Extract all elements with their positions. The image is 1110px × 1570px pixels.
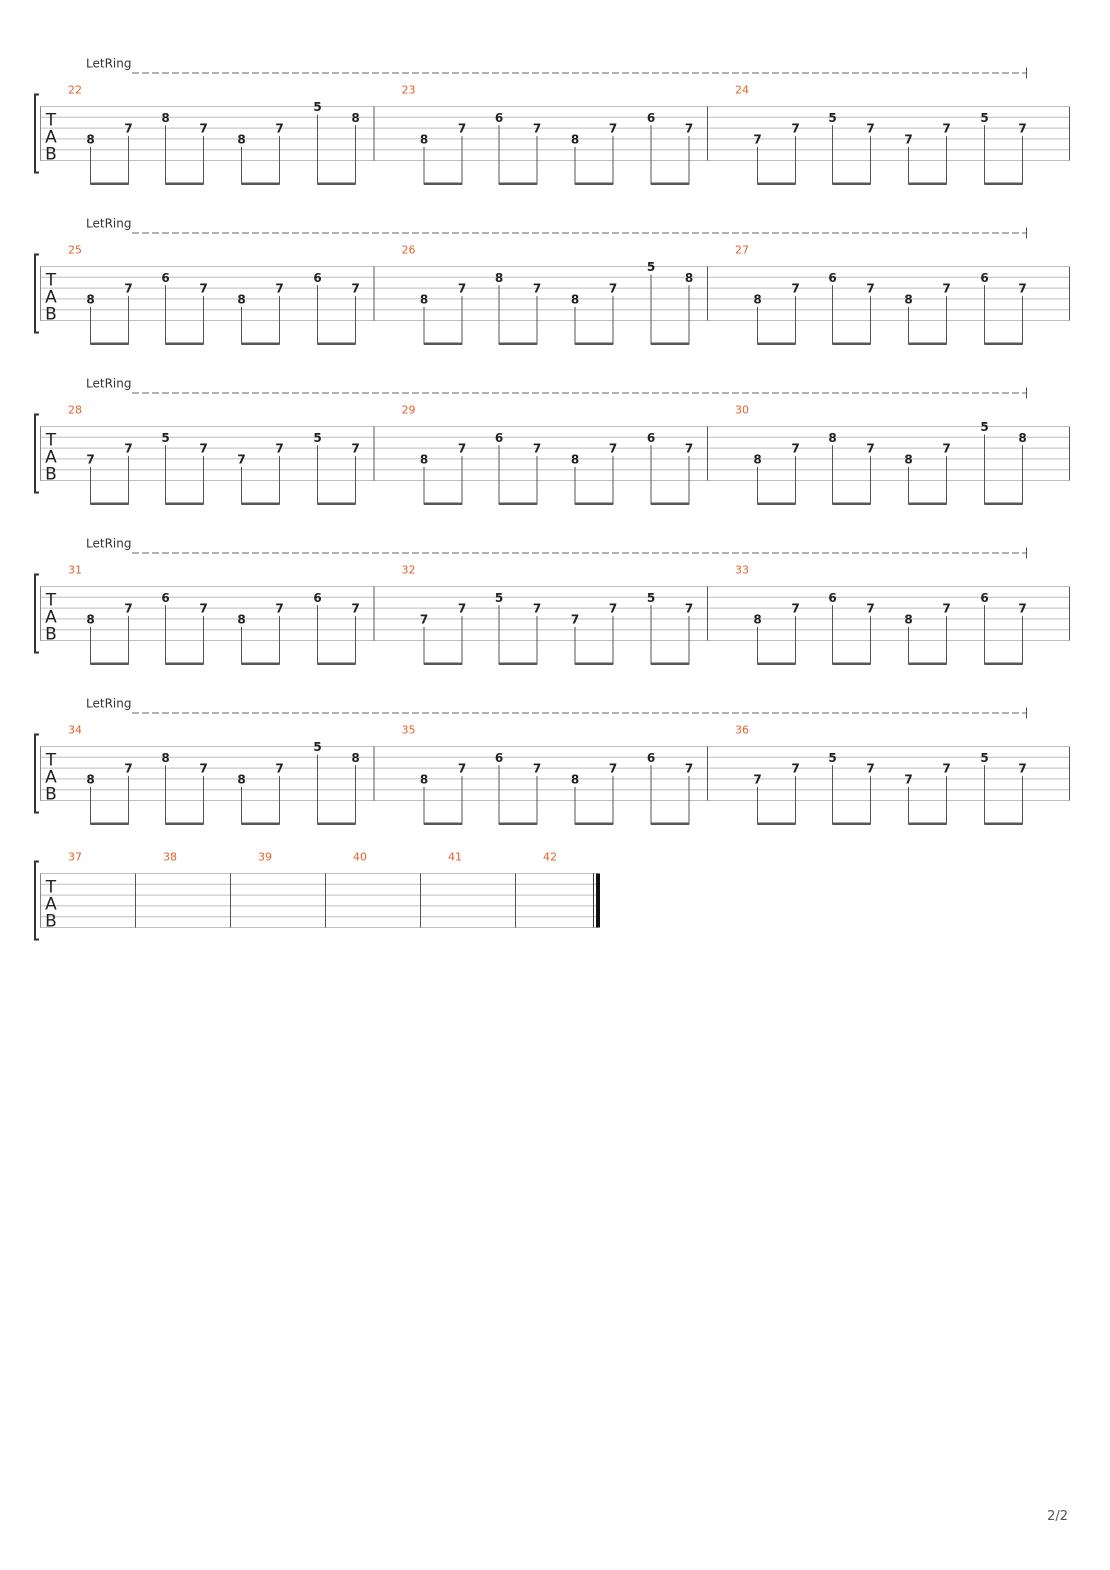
note-beam — [91, 503, 129, 506]
fret-number: 5 — [646, 260, 656, 274]
fret-number: 5 — [980, 420, 989, 434]
fret-number: 8 — [351, 110, 360, 125]
note-beam — [499, 823, 537, 826]
let-ring-label: LetRing — [86, 696, 132, 711]
fret-number: 8 — [570, 292, 580, 307]
note-beam — [909, 823, 947, 826]
system-bracket — [35, 255, 39, 333]
fret-number: 6 — [980, 590, 989, 605]
note-beam — [166, 183, 204, 186]
fret-number: 7 — [275, 441, 284, 456]
measure-number: 34 — [68, 723, 82, 737]
fret-number: 7 — [791, 441, 800, 456]
fret-number: 7 — [124, 441, 133, 456]
measure-number: 41 — [448, 850, 462, 864]
fret-number: 8 — [419, 292, 429, 307]
fret-number: 7 — [1018, 761, 1027, 776]
fret-number: 7 — [199, 601, 208, 616]
note-beam — [985, 503, 1023, 506]
fret-number: 7 — [124, 761, 133, 776]
note-beam — [575, 663, 613, 666]
measure-number: 26 — [401, 243, 416, 257]
fret-number: 7 — [1018, 601, 1027, 616]
measure-number: 40 — [353, 850, 367, 864]
fret-number: 8 — [419, 772, 429, 787]
fret-number: 5 — [494, 590, 504, 605]
fret-number: 8 — [351, 750, 360, 765]
tab-clef-letter: A — [45, 287, 57, 308]
fret-number: 7 — [904, 132, 913, 147]
system-bracket — [35, 862, 39, 940]
fret-number: 8 — [86, 772, 95, 787]
note-beam — [318, 343, 356, 346]
note-beam — [166, 663, 204, 666]
fret-number: 7 — [942, 281, 951, 296]
note-beam — [909, 663, 947, 666]
note-beam — [242, 503, 280, 506]
fret-number: 7 — [457, 281, 467, 296]
fret-number: 7 — [457, 121, 467, 136]
fret-number: 7 — [457, 761, 467, 776]
fret-number: 7 — [684, 121, 694, 136]
fret-number: 7 — [684, 761, 694, 776]
fret-number: 6 — [494, 750, 504, 765]
note-beam — [651, 343, 689, 346]
note-beam — [424, 183, 462, 186]
fret-number: 6 — [313, 590, 322, 605]
note-beam — [758, 343, 796, 346]
fret-number: 7 — [942, 441, 951, 456]
system-bracket — [35, 735, 39, 813]
note-beam — [242, 343, 280, 346]
fret-number: 7 — [570, 612, 580, 627]
fret-number: 6 — [161, 590, 170, 605]
note-beam — [166, 503, 204, 506]
note-beam — [91, 343, 129, 346]
fret-number: 8 — [237, 132, 246, 147]
measure-number: 35 — [401, 723, 416, 737]
fret-number: 7 — [351, 441, 360, 456]
fret-number: 7 — [532, 601, 542, 616]
note-beam — [242, 663, 280, 666]
fret-number: 6 — [828, 590, 837, 605]
fret-number: 5 — [828, 750, 837, 765]
fret-number: 7 — [457, 601, 467, 616]
measure-number: 29 — [401, 403, 416, 417]
fret-number: 8 — [161, 110, 170, 125]
note-beam — [833, 663, 871, 666]
note-beam — [575, 183, 613, 186]
note-beam — [318, 663, 356, 666]
note-beam — [424, 343, 462, 346]
tab-system — [35, 377, 1070, 506]
note-beam — [909, 343, 947, 346]
note-beam — [575, 503, 613, 506]
fret-number: 7 — [866, 761, 875, 776]
fret-number: 7 — [275, 121, 284, 136]
fret-number: 7 — [419, 612, 429, 627]
note-beam — [424, 823, 462, 826]
measure-number: 24 — [735, 83, 749, 97]
measure-number: 25 — [68, 243, 82, 257]
fret-number: 7 — [791, 281, 800, 296]
fret-number: 7 — [532, 121, 542, 136]
tab-clef-letter: T — [45, 270, 57, 291]
tab-clef-letter: T — [45, 877, 57, 898]
tab-clef-letter: T — [45, 430, 57, 451]
let-ring-label: LetRing — [86, 216, 132, 231]
note-beam — [985, 343, 1023, 346]
fret-number: 8 — [237, 772, 246, 787]
fret-number: 8 — [904, 452, 913, 467]
note-beam — [758, 823, 796, 826]
fret-number: 6 — [494, 430, 504, 445]
note-beam — [499, 503, 537, 506]
note-beam — [91, 823, 129, 826]
fret-number: 8 — [828, 430, 837, 445]
note-beam — [651, 183, 689, 186]
fret-number: 7 — [124, 601, 133, 616]
fret-number: 8 — [86, 612, 95, 627]
fret-number: 7 — [942, 761, 951, 776]
note-beam — [91, 663, 129, 666]
fret-number: 7 — [866, 281, 875, 296]
tab-clef-letter: B — [45, 624, 57, 645]
fret-number: 8 — [753, 452, 762, 467]
note-beam — [833, 343, 871, 346]
measure-number: 31 — [68, 563, 82, 577]
fret-number: 7 — [124, 121, 133, 136]
final-barline-thick — [596, 874, 600, 928]
fret-number: 5 — [980, 110, 989, 125]
fret-number: 7 — [457, 441, 467, 456]
fret-number: 6 — [980, 270, 989, 285]
tab-system — [35, 57, 1070, 186]
let-ring-label: LetRing — [86, 376, 132, 391]
measure-number: 39 — [258, 850, 272, 864]
note-beam — [833, 503, 871, 506]
fret-number: 8 — [419, 132, 429, 147]
system-bracket — [35, 415, 39, 493]
note-beam — [575, 343, 613, 346]
fret-number: 7 — [608, 441, 618, 456]
tab-clef-letter: A — [45, 767, 57, 788]
fret-number: 8 — [684, 270, 694, 285]
measure-number: 38 — [163, 850, 177, 864]
fret-number: 8 — [570, 452, 580, 467]
fret-number: 7 — [608, 601, 618, 616]
fret-number: 6 — [646, 430, 656, 445]
tab-system — [35, 217, 1070, 346]
let-ring-label: LetRing — [86, 536, 132, 551]
fret-number: 7 — [124, 281, 133, 296]
tab-system — [35, 697, 1070, 826]
fret-number: 8 — [237, 612, 246, 627]
fret-number: 8 — [753, 612, 762, 627]
fret-number: 8 — [1018, 430, 1027, 445]
fret-number: 7 — [199, 281, 208, 296]
fret-number: 6 — [161, 270, 170, 285]
system-bracket — [35, 575, 39, 653]
note-beam — [758, 663, 796, 666]
note-beam — [499, 663, 537, 666]
note-beam — [651, 663, 689, 666]
fret-number: 7 — [684, 601, 694, 616]
fret-number: 8 — [161, 750, 170, 765]
measure-number: 22 — [68, 83, 82, 97]
measure-number: 37 — [68, 850, 82, 864]
note-beam — [318, 503, 356, 506]
note-beam — [758, 503, 796, 506]
note-beam — [242, 823, 280, 826]
fret-number: 7 — [608, 761, 618, 776]
note-beam — [758, 183, 796, 186]
note-beam — [575, 823, 613, 826]
note-beam — [424, 503, 462, 506]
note-beam — [166, 823, 204, 826]
measure-number: 30 — [735, 403, 749, 417]
tab-clef-letter: B — [45, 911, 57, 932]
note-beam — [318, 823, 356, 826]
fret-number: 5 — [313, 740, 322, 754]
fret-number: 7 — [942, 121, 951, 136]
tab-clef-letter: A — [45, 607, 57, 628]
fret-number: 5 — [161, 430, 170, 445]
fret-number: 7 — [608, 121, 618, 136]
fret-number: 7 — [866, 601, 875, 616]
tab-clef-letter: T — [45, 110, 57, 131]
tab-clef-letter: B — [45, 304, 57, 325]
fret-number: 7 — [753, 772, 762, 787]
fret-number: 7 — [1018, 121, 1027, 136]
measure-number: 27 — [735, 243, 749, 257]
note-beam — [651, 503, 689, 506]
fret-number: 6 — [828, 270, 837, 285]
fret-number: 7 — [351, 601, 360, 616]
tab-clef-letter: T — [45, 590, 57, 611]
fret-number: 8 — [494, 270, 504, 285]
tab-clef-letter: A — [45, 894, 57, 915]
fret-number: 7 — [86, 452, 95, 467]
fret-number: 6 — [494, 110, 504, 125]
fret-number: 7 — [237, 452, 246, 467]
fret-number: 6 — [646, 110, 656, 125]
fret-number: 7 — [791, 601, 800, 616]
fret-number: 6 — [313, 270, 322, 285]
measure-number: 28 — [68, 403, 82, 417]
fret-number: 7 — [275, 281, 284, 296]
note-beam — [909, 503, 947, 506]
tab-system — [35, 851, 600, 940]
note-beam — [985, 823, 1023, 826]
tab-clef-letter: T — [45, 750, 57, 771]
note-beam — [318, 183, 356, 186]
note-beam — [985, 183, 1023, 186]
fret-number: 6 — [646, 750, 656, 765]
fret-number: 7 — [791, 121, 800, 136]
fret-number: 8 — [904, 612, 913, 627]
fret-number: 7 — [866, 441, 875, 456]
fret-number: 5 — [646, 590, 656, 605]
fret-number: 8 — [86, 132, 95, 147]
tab-clef-letter: A — [45, 127, 57, 148]
note-beam — [833, 823, 871, 826]
fret-number: 5 — [980, 750, 989, 765]
fret-number: 8 — [904, 292, 913, 307]
note-beam — [651, 823, 689, 826]
fret-number: 5 — [313, 100, 322, 114]
let-ring-label: LetRing — [86, 56, 132, 71]
fret-number: 7 — [753, 132, 762, 147]
page-number: 2/2 — [1047, 1509, 1068, 1524]
tab-clef-letter: A — [45, 447, 57, 468]
fret-number: 7 — [275, 601, 284, 616]
fret-number: 7 — [942, 601, 951, 616]
note-beam — [424, 663, 462, 666]
measure-number: 42 — [543, 850, 557, 864]
tab-clef-letter: B — [45, 144, 57, 165]
fret-number: 7 — [199, 761, 208, 776]
fret-number: 7 — [608, 281, 618, 296]
fret-number: 7 — [351, 281, 360, 296]
note-beam — [166, 343, 204, 346]
measure-number: 33 — [735, 563, 749, 577]
note-beam — [91, 183, 129, 186]
tab-clef-letter: B — [45, 784, 57, 805]
tab-clef-letter: B — [45, 464, 57, 485]
fret-number: 8 — [237, 292, 246, 307]
fret-number: 8 — [753, 292, 762, 307]
fret-number: 7 — [199, 441, 208, 456]
fret-number: 8 — [419, 452, 429, 467]
measure-number: 23 — [401, 83, 416, 97]
fret-number: 8 — [570, 132, 580, 147]
fret-number: 8 — [86, 292, 95, 307]
fret-number: 7 — [1018, 281, 1027, 296]
note-beam — [499, 183, 537, 186]
note-beam — [242, 183, 280, 186]
measure-number: 36 — [735, 723, 749, 737]
fret-number: 7 — [532, 441, 542, 456]
note-beam — [985, 663, 1023, 666]
note-beam — [833, 183, 871, 186]
fret-number: 7 — [866, 121, 875, 136]
fret-number: 7 — [791, 761, 800, 776]
fret-number: 7 — [904, 772, 913, 787]
fret-number: 7 — [275, 761, 284, 776]
system-bracket — [35, 95, 39, 173]
note-beam — [499, 343, 537, 346]
note-beam — [909, 183, 947, 186]
fret-number: 7 — [532, 281, 542, 296]
measure-number: 32 — [401, 563, 416, 577]
fret-number: 5 — [828, 110, 837, 125]
tab-system — [35, 537, 1070, 666]
fret-number: 8 — [570, 772, 580, 787]
fret-number: 5 — [313, 430, 322, 445]
fret-number: 7 — [684, 441, 694, 456]
fret-number: 7 — [532, 761, 542, 776]
fret-number: 7 — [199, 121, 208, 136]
